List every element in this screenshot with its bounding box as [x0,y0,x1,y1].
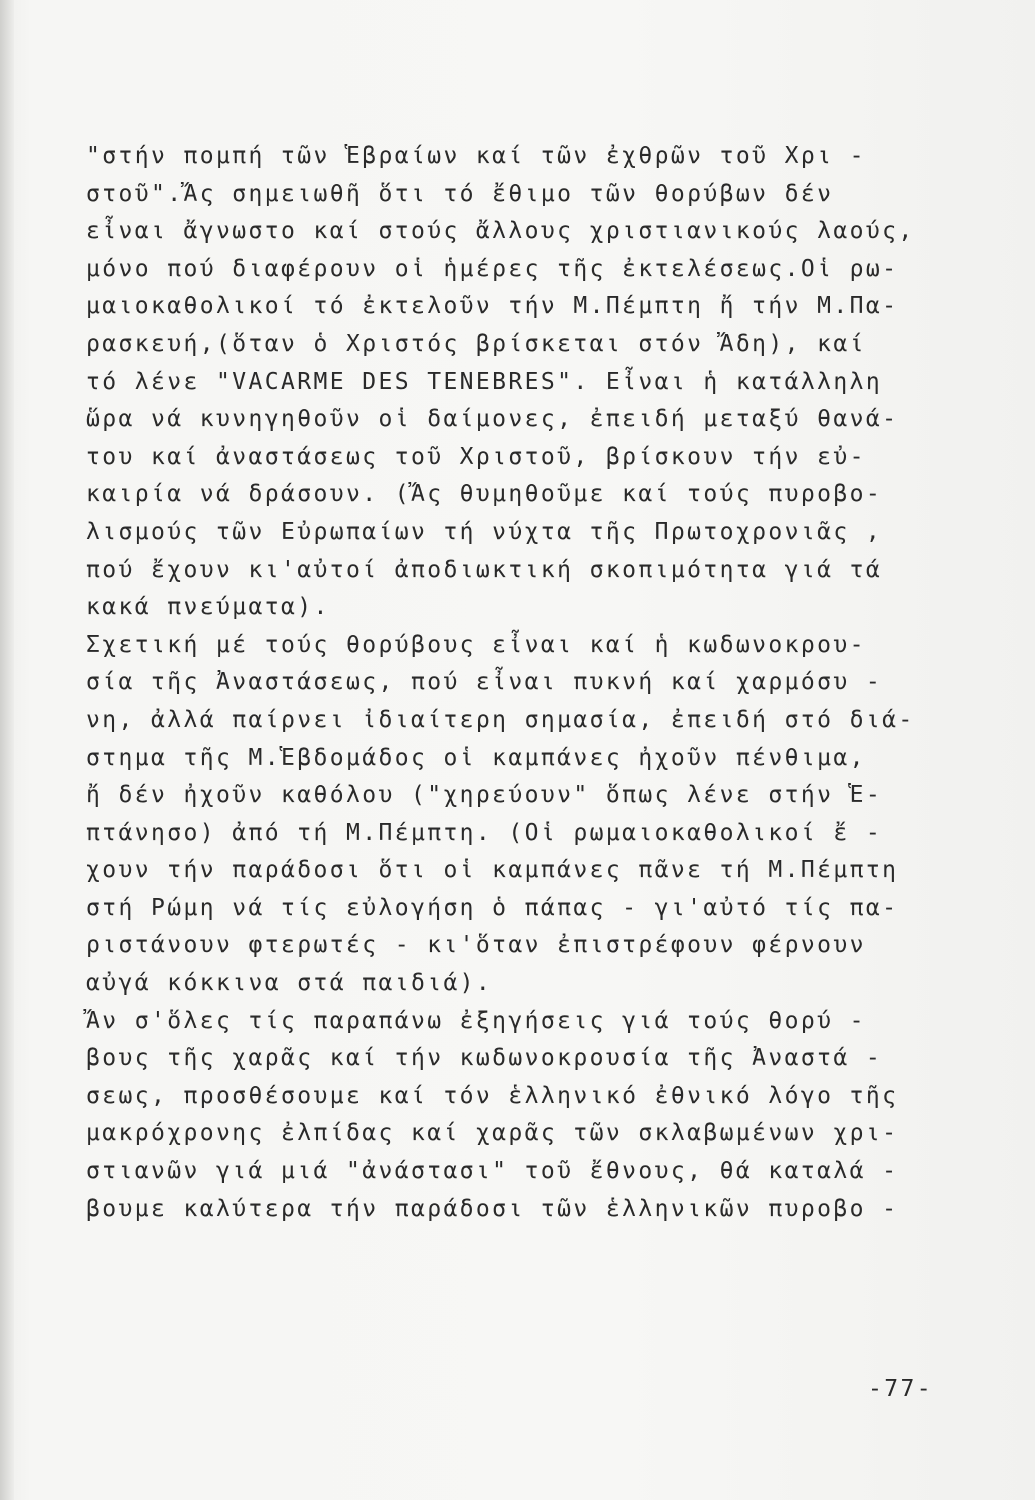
text-line: στιανῶν γιά μιά "ἀνάστασι" τοῦ ἔθνους, θά καταλά - [86,1158,899,1185]
text-line: λισμούς τῶν Εὐρωπαίων τή νύχτα τῆς Πρωτοχρονιᾶς , [86,518,883,545]
text-line: τό λένε "VACARME DES TENEBRES". Εἶναι ἡ κατάλληλη [86,368,883,395]
text-line: ρασκευή,(ὅταν ὁ Χριστός βρίσκεται στόν Ἄδη), καί [86,330,866,357]
text-line: μακρόχρονης ἐλπίδας καί χαρᾶς τῶν σκλαβωμένων χρι- [86,1120,899,1147]
text-line: στή Ρώμη νά τίς εὐλογήση ὁ πάπας - γι'αὐτό τίς πα- [86,894,899,921]
text-line: καιρία νά δράσουν. (Ἄς θυμηθοῦμε καί τούς πυροβο- [86,481,883,508]
text-line: ὥρα νά κυνηγηθοῦν οἱ δαίμονες, ἐπειδή μεταξύ θανά- [86,406,899,433]
page-fold-shadow [0,0,14,1500]
text-line: σεως, προσθέσουμε καί τόν ἑλληνικό ἐθνικό λόγο τῆς [86,1082,899,1109]
text-line: ριστάνουν φτερωτές - κι'ὅταν ἐπιστρέφουν φέρνουν [86,932,866,959]
text-line: ἤ δέν ἠχοῦν καθόλου ("χηρεύουν" ὅπως λένε στήν Ἑ- [86,782,883,809]
text-line: του καί ἀναστάσεως τοῦ Χριστοῦ, βρίσκουν τήν εὐ- [86,443,866,470]
text-line: στημα τῆς Μ.Ἑβδομάδος οἱ καμπάνες ἠχοῦν πένθιμα, [86,744,866,771]
text-line: σία τῆς Ἀναστάσεως, πού εἶναι πυκνή καί χαρμόσυ - [86,669,883,696]
page-number: -77- [868,1376,933,1402]
text-line: κακά πνεύματα). [86,594,330,621]
text-line: βους τῆς χαρᾶς καί τήν κωδωνοκρουσία τῆς Ἀναστά - [86,1045,883,1072]
body-text [86,138,956,1228]
text-line: αὐγά κόκκινα στά παιδιά). [86,970,493,997]
text-line: μόνο πού διαφέρουν οἱ ἡμέρες τῆς ἐκτελέσεως.Οἱ ρω- [86,255,899,282]
text-line: νη, ἀλλά παίρνει ἰδιαίτερη σημασία, ἐπειδή στό διά- [86,706,915,733]
text-line: μαιοκαθολικοί τό ἐκτελοῦν τήν Μ.Πέμπτη ἤ τήν Μ.Πα- [86,293,899,320]
text-line: εἶναι ἄγνωστο καί στούς ἄλλους χριστιανικούς λαούς, [86,218,915,245]
text-line: Ἄν σ'ὅλες τίς παραπάνω ἐξηγήσεις γιά τούς θορύ - [86,1007,866,1034]
text-line: πτάνησο) ἀπό τή Μ.Πέμπτη. (Οἱ ρωμαιοκαθολικοί ἔ - [86,819,883,846]
text-line: βουμε καλύτερα τήν παράδοσι τῶν ἑλληνικῶν πυροβο - [86,1195,899,1222]
text-line: "στήν πομπή τῶν Ἑβραίων καί τῶν ἐχθρῶν τοῦ Χρι - [86,143,866,169]
text-line: στοῦ".Ἄς σημειωθῆ ὅτι τό ἔθιμο τῶν θορύβων δέν [86,180,834,207]
text-line: χουν τήν παράδοσι ὅτι οἱ καμπάνες πᾶνε τή Μ.Πέμπτη [86,857,899,884]
text-line: πού ἔχουν κι'αὐτοί ἀποδιωκτική σκοπιμότητα γιά τά [86,556,883,583]
text-line: Σχετική μέ τούς θορύβους εἶναι καί ἡ κωδωνοκρου- [86,631,866,658]
